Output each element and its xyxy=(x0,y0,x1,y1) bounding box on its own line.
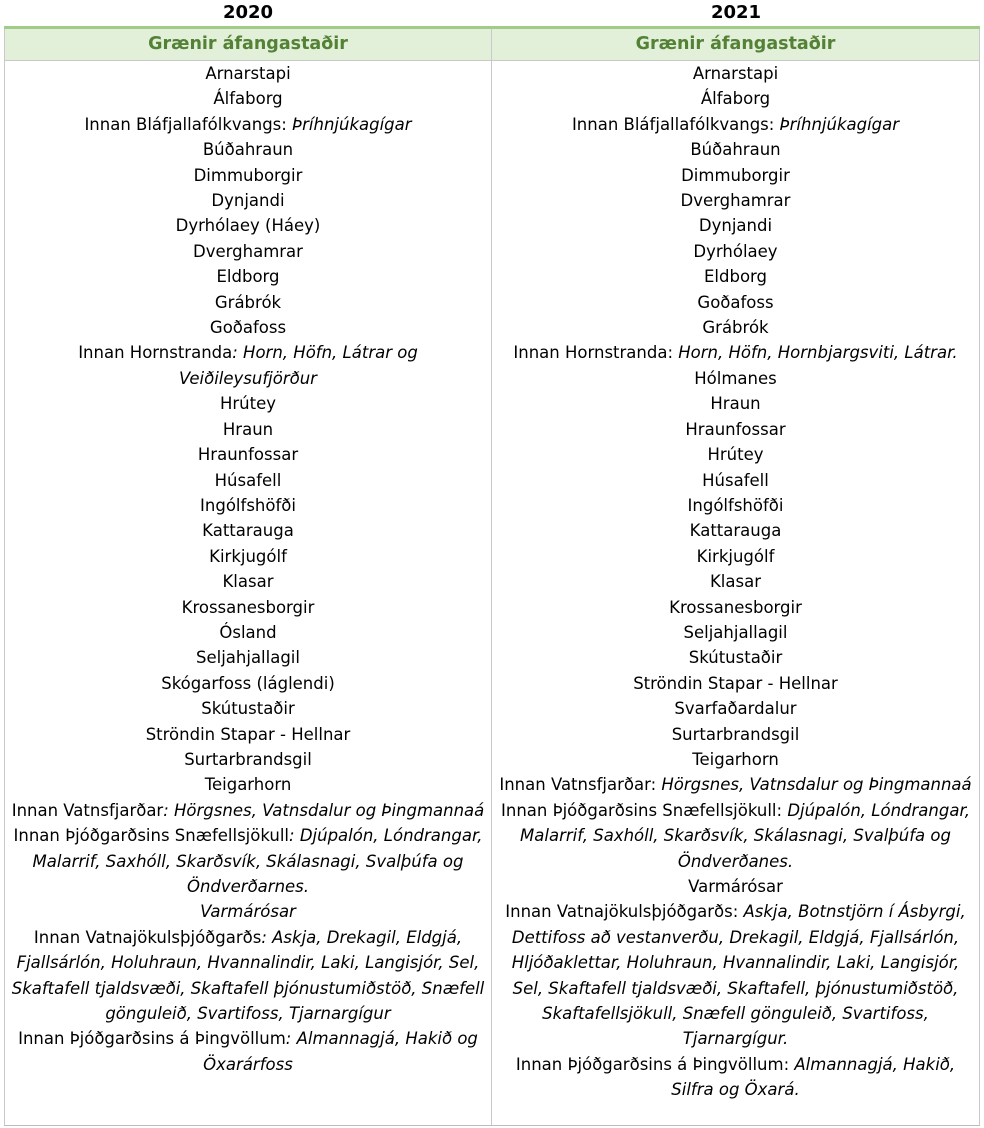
list-item xyxy=(498,595,973,620)
destination-name: Dynjandi xyxy=(211,191,285,211)
destination-name: Teigarhorn xyxy=(692,749,779,769)
list-item xyxy=(498,264,973,289)
destination-sites: : Askja, Drekagil, Eldgjá, Fjallsárlón, Holuhraun, Hvannalindir, Laki, Langisjór, Sel, Skaftafell tjaldsvæði, Skaftafell þjónustumiðstöð, Snæfell gönguleið, Svartifoss, Tjarnargígur xyxy=(11,927,485,1024)
destination-name: Svarfaðardalur xyxy=(674,699,797,719)
list-item xyxy=(11,188,485,213)
destination-name: Búðahraun xyxy=(202,140,294,160)
list-item xyxy=(498,442,973,467)
destination-name: Krossanesborgir xyxy=(669,597,802,617)
destination-name: Innan Þjóðgarðsins Snæfellsjökull: xyxy=(501,800,783,820)
destination-name: Ströndin Stapar - Hellnar xyxy=(633,673,838,693)
list-item xyxy=(498,188,973,213)
list-item xyxy=(498,391,973,416)
destination-name: Dyrhólaey (Háey) xyxy=(175,216,321,236)
column-header-2021: Grænir áfangastaðir xyxy=(492,29,979,61)
destination-name: Innan Vatnsfjarðar xyxy=(11,800,164,820)
list-item xyxy=(11,823,485,899)
destination-name: Seljahjallagil xyxy=(683,622,788,642)
destination-sites: Hörgsnes, Vatnsdalur og Þingmannaá xyxy=(656,775,972,795)
destination-name: Dyrhólaey xyxy=(693,241,778,261)
list-item xyxy=(498,239,973,264)
destination-name: Dynjandi xyxy=(698,216,773,236)
destination-sites: Almannagjá, Hakið, Silfra og Öxará. xyxy=(671,1054,956,1100)
list-item xyxy=(498,340,973,365)
destination-name: Ingólfshöfði xyxy=(200,495,296,515)
list-item xyxy=(498,874,973,899)
list-item xyxy=(11,747,485,772)
list-item xyxy=(498,163,973,188)
destination-name: Grábrók xyxy=(214,292,282,312)
destination-name: Ingólfshöfði xyxy=(687,495,784,515)
list-item xyxy=(498,61,973,86)
destination-name: Surtarbrandsgil xyxy=(184,749,312,769)
list-item xyxy=(498,569,973,594)
list-item xyxy=(11,442,485,467)
destination-name: Kattarauga xyxy=(202,521,294,541)
list-item xyxy=(11,61,485,86)
destination-name: Innan Þjóðgarðsins á Þingvöllum xyxy=(18,1029,286,1049)
destination-name: Innan Hornstranda: xyxy=(513,343,674,363)
destination-name: Innan Bláfjallafólkvangs: xyxy=(571,114,775,134)
destination-name: Álfaborg xyxy=(700,89,771,109)
year-2020-heading: 2020 xyxy=(222,2,274,23)
list-item xyxy=(498,620,973,645)
list-item xyxy=(498,366,973,391)
list-item xyxy=(11,569,485,594)
destination-list-2021 xyxy=(492,61,979,1103)
destination-name: Skútustaðir xyxy=(688,648,783,668)
destination-name: Húsafell xyxy=(214,470,282,490)
destination-name: Hrútey xyxy=(219,394,277,414)
destination-name: Húsafell xyxy=(702,470,769,490)
list-item xyxy=(11,925,485,1027)
destination-name: Ströndin Stapar - Hellnar xyxy=(145,724,351,744)
destination-name: Innan Þjóðgarðsins Snæfellsjökull xyxy=(13,826,290,846)
column-2020 xyxy=(4,29,492,1125)
destination-name: Hraun xyxy=(222,419,274,439)
destination-sites: Askja, Botnstjörn í Ásbyrgi, Dettifoss að vestanverðu, Drekagil, Eldgjá, Fjallsárlón, Hljóðaklettar, Holuhraun, Hvannalindir, Laki, Langisjór, Sel, Skaftafell tjaldsvæði, Skaftafell, þjónustumiðstöð, Skaftafellsjökull, Snæfell gönguleið, Svartifoss, Tjarnargígur. xyxy=(511,902,966,1049)
list-item xyxy=(11,1026,485,1077)
destination-name: Arnarstapi xyxy=(205,64,291,83)
list-item xyxy=(11,417,485,442)
list-item xyxy=(498,722,973,747)
destination-name: Kirkjugólf xyxy=(696,546,775,566)
list-item xyxy=(11,493,485,518)
list-item xyxy=(11,213,485,238)
destination-name: Búðahraun xyxy=(690,140,781,160)
list-item xyxy=(11,340,485,391)
list-item xyxy=(11,163,485,188)
list-item xyxy=(498,772,973,797)
year-headers xyxy=(4,0,980,26)
list-item xyxy=(11,671,485,696)
list-item xyxy=(11,315,485,340)
list-item xyxy=(498,137,973,162)
destination-name: Dimmuborgir xyxy=(193,165,303,185)
list-item xyxy=(11,137,485,162)
list-item xyxy=(498,899,973,1051)
destination-name: Surtarbrandsgil xyxy=(671,724,800,744)
destination-name: Innan Bláfjallafólkvangs: xyxy=(84,114,287,134)
list-item xyxy=(11,696,485,721)
destination-name: Grábrók xyxy=(702,318,769,338)
destination-name: Innan Þjóðgarðsins á Þingvöllum: xyxy=(515,1054,790,1074)
destination-name: Klasar xyxy=(709,572,761,592)
destination-name: Innan Hornstranda xyxy=(78,343,233,363)
column-header-2020: Grænir áfangastaðir xyxy=(5,29,491,61)
destination-name: Goðafoss xyxy=(209,318,287,338)
destination-name: Hraunfossar xyxy=(197,445,299,465)
destination-name: Eldborg xyxy=(216,267,280,287)
destination-name: Innan Vatnajökulsþjóðgarðs xyxy=(33,927,262,947)
list-item xyxy=(11,264,485,289)
destination-sites: : Djúpalón, Lóndrangar, Malarrif, Saxhóll, Skarðsvík, Skálasnagi, Svalþúfa og Öndverðarnes. xyxy=(32,826,483,896)
destination-name: Arnarstapi xyxy=(692,64,779,83)
destination-name: Krossanesborgir xyxy=(181,597,315,617)
list-item xyxy=(498,213,973,238)
list-item xyxy=(11,544,485,569)
destination-sites: Varmárósar xyxy=(200,902,296,922)
destination-name: Skógarfoss (láglendi) xyxy=(161,673,335,693)
list-item xyxy=(498,315,973,340)
list-item xyxy=(498,86,973,111)
list-item xyxy=(498,671,973,696)
destination-name: Innan Vatnsfjarðar: xyxy=(499,775,657,795)
list-item xyxy=(498,696,973,721)
destination-name: Dverghamrar xyxy=(193,241,303,261)
list-item xyxy=(11,518,485,543)
destination-name: Hrútey xyxy=(707,445,764,465)
destination-name: Varmárósar xyxy=(688,877,783,896)
list-item xyxy=(11,86,485,111)
list-item xyxy=(11,722,485,747)
list-item xyxy=(11,112,485,137)
list-item xyxy=(498,645,973,670)
list-item xyxy=(11,239,485,264)
destination-sites: : Horn, Höfn, Látrar og Veiðileysufjörður xyxy=(179,343,418,388)
destination-name: Kattarauga xyxy=(689,521,782,541)
destination-name: Innan Vatnajökulsþjóðgarðs: xyxy=(505,902,739,922)
list-item xyxy=(498,544,973,569)
destination-sites: Djúpalón, Lóndrangar, Malarrif, Saxhóll, Skarðsvík, Skálasnagi, Svalþúfa og Öndverðanes. xyxy=(520,800,970,871)
destination-name: Kirkjugólf xyxy=(209,546,287,566)
list-item xyxy=(498,798,973,874)
list-item xyxy=(11,290,485,315)
list-item xyxy=(11,772,485,797)
destination-sites: Horn, Höfn, Hornbjargsviti, Látrar. xyxy=(673,343,958,363)
list-item xyxy=(498,493,973,518)
list-item xyxy=(498,518,973,543)
destination-sites: : Hörgsnes, Vatnsdalur og Þingmannaá xyxy=(163,800,485,820)
list-item xyxy=(498,290,973,315)
list-item xyxy=(11,798,485,823)
destination-name: Seljahjallagil xyxy=(196,648,300,668)
destination-name: Klasar xyxy=(222,572,274,592)
destination-name: Dimmuborgir xyxy=(681,165,790,185)
list-item xyxy=(498,112,973,137)
destination-name: Hólmanes xyxy=(694,368,777,388)
destination-name: Hraunfossar xyxy=(685,419,786,439)
destination-list-2020 xyxy=(5,61,491,1077)
list-item xyxy=(11,645,485,670)
destination-name: Hraun xyxy=(710,394,761,414)
list-item xyxy=(498,417,973,442)
destination-name: Dverghamrar xyxy=(680,191,791,211)
destinations-table xyxy=(4,26,980,1126)
list-item xyxy=(498,1052,973,1103)
list-item xyxy=(11,595,485,620)
destination-sites: : Almannagjá, Hakið og Öxarárfoss xyxy=(203,1029,478,1074)
list-item xyxy=(11,620,485,645)
list-item xyxy=(498,468,973,493)
list-item xyxy=(11,468,485,493)
destination-name: Ósland xyxy=(219,622,277,642)
destination-name: Álfaborg xyxy=(213,89,283,109)
column-2021 xyxy=(492,29,980,1125)
list-item xyxy=(11,899,485,924)
list-item xyxy=(498,747,973,772)
year-2021-heading: 2021 xyxy=(710,2,762,23)
destination-sites: Þríhnjúkagígar xyxy=(286,114,412,134)
destination-name: Skútustaðir xyxy=(201,699,295,719)
destination-name: Teigarhorn xyxy=(204,775,292,795)
destination-name: Eldborg xyxy=(703,267,768,287)
list-item xyxy=(11,391,485,416)
destination-name: Goðafoss xyxy=(697,292,774,312)
destination-sites: Þríhnjúkagígar xyxy=(774,114,900,134)
